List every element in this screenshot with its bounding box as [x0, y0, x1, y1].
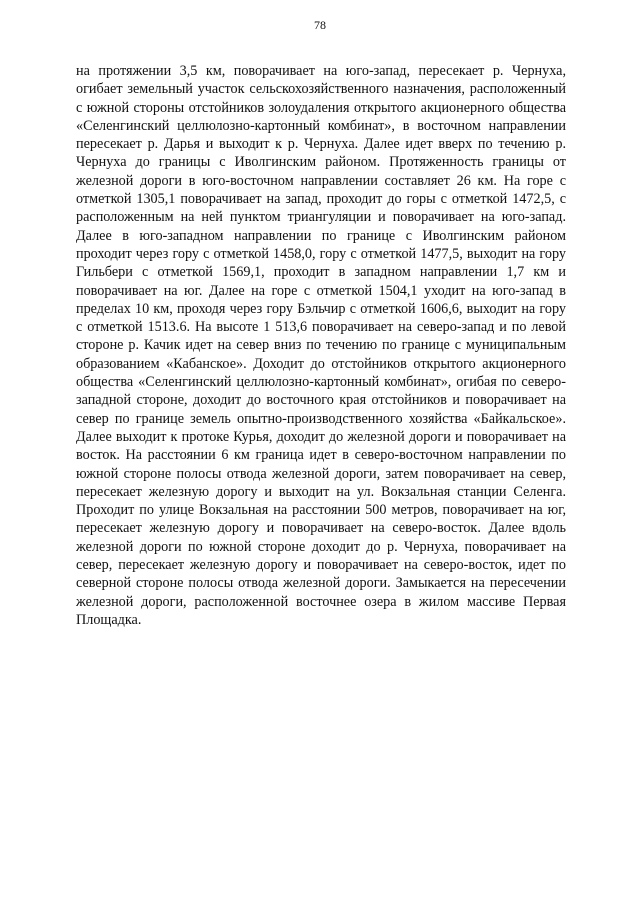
- body-paragraph: на протяжении 3,5 км, поворачивает на юго-запад, пересекает р. Чернуха, огибает земельный участок сельскохозяйственного назначения, расположенный с южной стороны отстойников золоудаления открытого акционерного общества «Селенгинский целлюлозно-картонный комбинат», в восточном направлении пересекает р. Дарья и выходит к р. Чернуха. Далее идет вверх по течению р. Чернуха до границы с Иволгинским районом. Протяженность границы от железной дороги в юго-восточном направлении составляет 26 км. На горе с отметкой 1305,1 поворачивает на запад, проходит до горы с отметкой 1472,5, с расположенным на ней пунктом триангуляции и поворачивает на юго-запад. Далее в юго-западном направлении по границе с Иволгинским районом проходит через гору с отметкой 1458,0, гору с отметкой 1477,5, выходит на гору Гильбери с отметкой 1569,1, проходит в западном направлении 1,7 км и поворачивает на юг. Далее на горе с отметкой 1504,1 уходит на юго-запад в пределах 10 км, проходя через гору Бэльчир с отметкой 1606,6, выходит на гору с отметкой 1513.6. На высоте 1 513,6 поворачивает на северо-запад и по левой стороне р. Качик идет на север вниз по течению по границе с муниципальным образованием «Кабанское». Доходит до отстойников открытого акционерного общества «Селенгинский целлюлозно-картонный комбинат», огибая по северо-западной стороне, доходит до восточного края отстойников и поворачивает на север по границе земель опытно-производственного хозяйства «Байкальское». Далее выходит к протоке Курья, доходит до железной дороги и поворачивает на восток. На расстоянии 6 км граница идет в северо-восточном направлении по южной стороне полосы отвода железной дороги, затем поворачивает на север, пересекает железную дорогу и выходит на ул. Вокзальная станции Селенга. Проходит по улице Вокзальная на расстоянии 500 метров, поворачивает на юг, пересекает железную дорогу и поворачивает на северо-восток. Далее вдоль железной дороги по южной стороне доходит до р. Чернуха, поворачивает на север, пересекает железную дорогу и поворачивает на северо-восток, идет по северной стороне полосы отвода железной дороги. Замыкается на пересечении железной дороги, расположенной восточнее озера в жилом массиве Первая Площадка.: [76, 63, 566, 628]
- page-number: 78: [314, 18, 326, 32]
